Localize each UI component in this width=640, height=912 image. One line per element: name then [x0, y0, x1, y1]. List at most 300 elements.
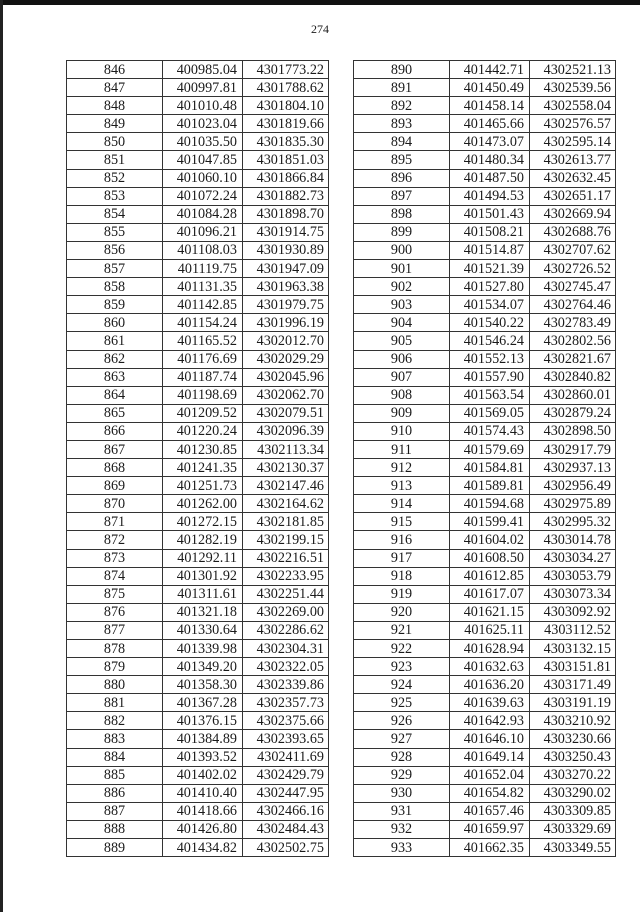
point-number-cell: 875 [67, 585, 163, 603]
x-coordinate-cell: 401154.24 [163, 314, 243, 332]
point-number-cell: 896 [354, 169, 450, 187]
y-coordinate-cell: 4303073.34 [530, 585, 616, 603]
y-coordinate-cell: 4301947.09 [243, 260, 329, 278]
table-row [67, 79, 329, 97]
table-row [354, 386, 616, 404]
point-number-cell: 899 [354, 223, 450, 241]
y-coordinate-cell: 4301835.30 [243, 133, 329, 151]
x-coordinate-cell: 401410.40 [163, 784, 243, 802]
x-coordinate-cell: 401426.80 [163, 820, 243, 838]
y-coordinate-cell: 4302764.46 [530, 296, 616, 314]
y-coordinate-cell: 4301914.75 [243, 223, 329, 241]
point-number-cell: 894 [354, 133, 450, 151]
point-number-cell: 916 [354, 531, 450, 549]
table-row [354, 97, 616, 115]
point-number-cell: 912 [354, 459, 450, 477]
table-row [67, 241, 329, 259]
point-number-cell: 901 [354, 260, 450, 278]
x-coordinate-cell: 401494.53 [450, 187, 530, 205]
page-left-edge [0, 0, 3, 912]
y-coordinate-cell: 4302821.67 [530, 350, 616, 368]
point-number-cell: 860 [67, 314, 163, 332]
point-number-cell: 858 [67, 278, 163, 296]
point-number-cell: 885 [67, 766, 163, 784]
table-row [354, 115, 616, 133]
point-number-cell: 902 [354, 278, 450, 296]
x-coordinate-cell: 401198.69 [163, 386, 243, 404]
coordinate-table-right [353, 60, 616, 857]
coordinate-table-right-body [354, 61, 616, 857]
y-coordinate-cell: 4302783.49 [530, 314, 616, 332]
point-number-cell: 881 [67, 694, 163, 712]
x-coordinate-cell: 401659.97 [450, 820, 530, 838]
table-row [67, 151, 329, 169]
x-coordinate-cell: 401209.52 [163, 404, 243, 422]
point-number-cell: 922 [354, 640, 450, 658]
point-number-cell: 866 [67, 422, 163, 440]
x-coordinate-cell: 401450.49 [450, 79, 530, 97]
y-coordinate-cell: 4301979.75 [243, 296, 329, 314]
point-number-cell: 862 [67, 350, 163, 368]
point-number-cell: 927 [354, 730, 450, 748]
point-number-cell: 852 [67, 169, 163, 187]
point-number-cell: 897 [354, 187, 450, 205]
y-coordinate-cell: 4302956.49 [530, 477, 616, 495]
y-coordinate-cell: 4302045.96 [243, 368, 329, 386]
table-row [354, 531, 616, 549]
x-coordinate-cell: 401301.92 [163, 567, 243, 585]
x-coordinate-cell: 401628.94 [450, 640, 530, 658]
x-coordinate-cell: 400997.81 [163, 79, 243, 97]
point-number-cell: 924 [354, 676, 450, 694]
y-coordinate-cell: 4302447.95 [243, 784, 329, 802]
table-row [67, 531, 329, 549]
point-number-cell: 871 [67, 513, 163, 531]
x-coordinate-cell: 401220.24 [163, 422, 243, 440]
table-row [67, 748, 329, 766]
point-number-cell: 915 [354, 513, 450, 531]
x-coordinate-cell: 401187.74 [163, 368, 243, 386]
x-coordinate-cell: 401321.18 [163, 603, 243, 621]
y-coordinate-cell: 4302411.69 [243, 748, 329, 766]
point-number-cell: 890 [354, 61, 450, 79]
x-coordinate-cell: 401434.82 [163, 839, 243, 857]
table-row [67, 712, 329, 730]
y-coordinate-cell: 4302062.70 [243, 386, 329, 404]
x-coordinate-cell: 401646.10 [450, 730, 530, 748]
y-coordinate-cell: 4301898.70 [243, 205, 329, 223]
table-row [354, 802, 616, 820]
point-number-cell: 926 [354, 712, 450, 730]
table-row [67, 332, 329, 350]
x-coordinate-cell: 401657.46 [450, 802, 530, 820]
x-coordinate-cell: 401402.02 [163, 766, 243, 784]
y-coordinate-cell: 4302029.29 [243, 350, 329, 368]
y-coordinate-cell: 4302286.62 [243, 621, 329, 639]
point-number-cell: 882 [67, 712, 163, 730]
y-coordinate-cell: 4302375.66 [243, 712, 329, 730]
table-row [354, 296, 616, 314]
point-number-cell: 930 [354, 784, 450, 802]
x-coordinate-cell: 401035.50 [163, 133, 243, 151]
y-coordinate-cell: 4301930.89 [243, 241, 329, 259]
table-row [67, 368, 329, 386]
point-number-cell: 905 [354, 332, 450, 350]
table-row [354, 712, 616, 730]
y-coordinate-cell: 4302251.44 [243, 585, 329, 603]
point-number-cell: 876 [67, 603, 163, 621]
table-row [354, 187, 616, 205]
y-coordinate-cell: 4301882.73 [243, 187, 329, 205]
point-number-cell: 856 [67, 241, 163, 259]
point-number-cell: 931 [354, 802, 450, 820]
table-row [354, 404, 616, 422]
table-row [67, 404, 329, 422]
y-coordinate-cell: 4302726.52 [530, 260, 616, 278]
x-coordinate-cell: 401330.64 [163, 621, 243, 639]
y-coordinate-cell: 4302539.56 [530, 79, 616, 97]
y-coordinate-cell: 4302484.43 [243, 820, 329, 838]
x-coordinate-cell: 401096.21 [163, 223, 243, 241]
table-row [67, 730, 329, 748]
x-coordinate-cell: 401521.39 [450, 260, 530, 278]
table-row [354, 495, 616, 513]
table-row [354, 603, 616, 621]
point-number-cell: 868 [67, 459, 163, 477]
table-row [67, 314, 329, 332]
x-coordinate-cell: 401552.13 [450, 350, 530, 368]
table-row [67, 97, 329, 115]
table-row [67, 169, 329, 187]
y-coordinate-cell: 4302576.57 [530, 115, 616, 133]
table-row [354, 61, 616, 79]
y-coordinate-cell: 4301866.84 [243, 169, 329, 187]
y-coordinate-cell: 4302269.00 [243, 603, 329, 621]
point-number-cell: 903 [354, 296, 450, 314]
y-coordinate-cell: 4302322.05 [243, 658, 329, 676]
table-row [354, 748, 616, 766]
x-coordinate-cell: 401569.05 [450, 404, 530, 422]
table-row [354, 676, 616, 694]
point-number-cell: 928 [354, 748, 450, 766]
y-coordinate-cell: 4301773.22 [243, 61, 329, 79]
point-number-cell: 898 [354, 205, 450, 223]
x-coordinate-cell: 401632.63 [450, 658, 530, 676]
x-coordinate-cell: 401367.28 [163, 694, 243, 712]
x-coordinate-cell: 401574.43 [450, 422, 530, 440]
y-coordinate-cell: 4302199.15 [243, 531, 329, 549]
table-row [354, 205, 616, 223]
table-row [354, 585, 616, 603]
x-coordinate-cell: 401272.15 [163, 513, 243, 531]
y-coordinate-cell: 4303053.79 [530, 567, 616, 585]
y-coordinate-cell: 4303329.69 [530, 820, 616, 838]
table-row [67, 205, 329, 223]
y-coordinate-cell: 4302802.56 [530, 332, 616, 350]
table-row [67, 676, 329, 694]
x-coordinate-cell: 401617.07 [450, 585, 530, 603]
y-coordinate-cell: 4302917.79 [530, 440, 616, 458]
table-row [354, 766, 616, 784]
x-coordinate-cell: 401501.43 [450, 205, 530, 223]
point-number-cell: 879 [67, 658, 163, 676]
x-coordinate-cell: 401636.20 [450, 676, 530, 694]
table-row [354, 223, 616, 241]
point-number-cell: 929 [354, 766, 450, 784]
table-row [354, 549, 616, 567]
table-row [67, 223, 329, 241]
y-coordinate-cell: 4301851.03 [243, 151, 329, 169]
point-number-cell: 920 [354, 603, 450, 621]
table-row [67, 658, 329, 676]
table-row [67, 802, 329, 820]
y-coordinate-cell: 4302079.51 [243, 404, 329, 422]
table-row [354, 694, 616, 712]
y-coordinate-cell: 4302113.34 [243, 440, 329, 458]
point-number-cell: 909 [354, 404, 450, 422]
table-row [67, 839, 329, 857]
y-coordinate-cell: 4303270.22 [530, 766, 616, 784]
table-row [354, 839, 616, 857]
y-coordinate-cell: 4303230.66 [530, 730, 616, 748]
x-coordinate-cell: 401108.03 [163, 241, 243, 259]
table-row [354, 440, 616, 458]
y-coordinate-cell: 4302632.45 [530, 169, 616, 187]
y-coordinate-cell: 4302707.62 [530, 241, 616, 259]
x-coordinate-cell: 401376.15 [163, 712, 243, 730]
x-coordinate-cell: 401649.14 [450, 748, 530, 766]
table-row [354, 79, 616, 97]
point-number-cell: 886 [67, 784, 163, 802]
y-coordinate-cell: 4302466.16 [243, 802, 329, 820]
point-number-cell: 863 [67, 368, 163, 386]
point-number-cell: 925 [354, 694, 450, 712]
y-coordinate-cell: 4302502.75 [243, 839, 329, 857]
table-row [67, 603, 329, 621]
y-coordinate-cell: 4302521.13 [530, 61, 616, 79]
point-number-cell: 877 [67, 621, 163, 639]
y-coordinate-cell: 4303191.19 [530, 694, 616, 712]
x-coordinate-cell: 401604.02 [450, 531, 530, 549]
point-number-cell: 914 [354, 495, 450, 513]
table-row [67, 61, 329, 79]
table-row [67, 386, 329, 404]
x-coordinate-cell: 401047.85 [163, 151, 243, 169]
table-row [67, 459, 329, 477]
table-row [354, 314, 616, 332]
y-coordinate-cell: 4302558.04 [530, 97, 616, 115]
y-coordinate-cell: 4302130.37 [243, 459, 329, 477]
x-coordinate-cell: 401621.15 [450, 603, 530, 621]
point-number-cell: 873 [67, 549, 163, 567]
x-coordinate-cell: 401131.35 [163, 278, 243, 296]
point-number-cell: 892 [354, 97, 450, 115]
table-row [67, 640, 329, 658]
y-coordinate-cell: 4302429.79 [243, 766, 329, 784]
x-coordinate-cell: 401311.61 [163, 585, 243, 603]
point-number-cell: 918 [354, 567, 450, 585]
point-number-cell: 921 [354, 621, 450, 639]
y-coordinate-cell: 4302937.13 [530, 459, 616, 477]
y-coordinate-cell: 4302181.85 [243, 513, 329, 531]
x-coordinate-cell: 401480.34 [450, 151, 530, 169]
point-number-cell: 911 [354, 440, 450, 458]
page-top-border [0, 0, 640, 5]
point-number-cell: 889 [67, 839, 163, 857]
x-coordinate-cell: 401339.98 [163, 640, 243, 658]
table-row [67, 766, 329, 784]
point-number-cell: 848 [67, 97, 163, 115]
x-coordinate-cell: 401393.52 [163, 748, 243, 766]
table-row [354, 368, 616, 386]
x-coordinate-cell: 401292.11 [163, 549, 243, 567]
point-number-cell: 895 [354, 151, 450, 169]
point-number-cell: 850 [67, 133, 163, 151]
x-coordinate-cell: 401458.14 [450, 97, 530, 115]
x-coordinate-cell: 401119.75 [163, 260, 243, 278]
point-number-cell: 893 [354, 115, 450, 133]
y-coordinate-cell: 4302898.50 [530, 422, 616, 440]
point-number-cell: 851 [67, 151, 163, 169]
point-number-cell: 932 [354, 820, 450, 838]
table-row [354, 422, 616, 440]
y-coordinate-cell: 4303132.15 [530, 640, 616, 658]
y-coordinate-cell: 4303250.43 [530, 748, 616, 766]
x-coordinate-cell: 401072.24 [163, 187, 243, 205]
table-row [67, 296, 329, 314]
point-number-cell: 853 [67, 187, 163, 205]
table-row [67, 513, 329, 531]
x-coordinate-cell: 401262.00 [163, 495, 243, 513]
point-number-cell: 867 [67, 440, 163, 458]
y-coordinate-cell: 4302840.82 [530, 368, 616, 386]
y-coordinate-cell: 4302012.70 [243, 332, 329, 350]
y-coordinate-cell: 4302860.01 [530, 386, 616, 404]
x-coordinate-cell: 401230.85 [163, 440, 243, 458]
y-coordinate-cell: 4302339.86 [243, 676, 329, 694]
point-number-cell: 847 [67, 79, 163, 97]
point-number-cell: 887 [67, 802, 163, 820]
point-number-cell: 884 [67, 748, 163, 766]
y-coordinate-cell: 4301996.19 [243, 314, 329, 332]
y-coordinate-cell: 4302216.51 [243, 549, 329, 567]
x-coordinate-cell: 401652.04 [450, 766, 530, 784]
y-coordinate-cell: 4302393.65 [243, 730, 329, 748]
page-number: 274 [311, 22, 329, 36]
y-coordinate-cell: 4302595.14 [530, 133, 616, 151]
coordinate-table-left [66, 60, 329, 857]
table-row [67, 115, 329, 133]
table-row [354, 241, 616, 259]
table-row [67, 278, 329, 296]
x-coordinate-cell: 401514.87 [450, 241, 530, 259]
point-number-cell: 859 [67, 296, 163, 314]
x-coordinate-cell: 401599.41 [450, 513, 530, 531]
table-row [67, 820, 329, 838]
table-row [354, 133, 616, 151]
table-row [67, 585, 329, 603]
x-coordinate-cell: 401241.35 [163, 459, 243, 477]
x-coordinate-cell: 401557.90 [450, 368, 530, 386]
y-coordinate-cell: 4302357.73 [243, 694, 329, 712]
x-coordinate-cell: 401487.50 [450, 169, 530, 187]
table-row [67, 133, 329, 151]
table-row [67, 549, 329, 567]
x-coordinate-cell: 401142.85 [163, 296, 243, 314]
x-coordinate-cell: 401527.80 [450, 278, 530, 296]
point-number-cell: 869 [67, 477, 163, 495]
x-coordinate-cell: 401639.63 [450, 694, 530, 712]
y-coordinate-cell: 4302879.24 [530, 404, 616, 422]
table-row [354, 169, 616, 187]
x-coordinate-cell: 401508.21 [450, 223, 530, 241]
point-number-cell: 874 [67, 567, 163, 585]
y-coordinate-cell: 4302096.39 [243, 422, 329, 440]
point-number-cell: 910 [354, 422, 450, 440]
point-number-cell: 855 [67, 223, 163, 241]
point-number-cell: 917 [354, 549, 450, 567]
point-number-cell: 878 [67, 640, 163, 658]
point-number-cell: 919 [354, 585, 450, 603]
x-coordinate-cell: 401349.20 [163, 658, 243, 676]
table-row [354, 151, 616, 169]
table-row [354, 332, 616, 350]
x-coordinate-cell: 401612.85 [450, 567, 530, 585]
point-number-cell: 908 [354, 386, 450, 404]
x-coordinate-cell: 401176.69 [163, 350, 243, 368]
table-row [354, 658, 616, 676]
y-coordinate-cell: 4302613.77 [530, 151, 616, 169]
y-coordinate-cell: 4303112.52 [530, 621, 616, 639]
table-row [354, 260, 616, 278]
table-row [67, 694, 329, 712]
y-coordinate-cell: 4302975.89 [530, 495, 616, 513]
y-coordinate-cell: 4303151.81 [530, 658, 616, 676]
table-row [67, 784, 329, 802]
x-coordinate-cell: 401584.81 [450, 459, 530, 477]
coordinate-table-left-body [67, 61, 329, 857]
x-coordinate-cell: 401662.35 [450, 839, 530, 857]
point-number-cell: 880 [67, 676, 163, 694]
y-coordinate-cell: 4302147.46 [243, 477, 329, 495]
table-row [67, 567, 329, 585]
table-row [354, 350, 616, 368]
point-number-cell: 854 [67, 205, 163, 223]
point-number-cell: 891 [354, 79, 450, 97]
x-coordinate-cell: 401540.22 [450, 314, 530, 332]
x-coordinate-cell: 401608.50 [450, 549, 530, 567]
point-number-cell: 888 [67, 820, 163, 838]
table-row [354, 459, 616, 477]
y-coordinate-cell: 4301788.62 [243, 79, 329, 97]
table-row [67, 187, 329, 205]
x-coordinate-cell: 401084.28 [163, 205, 243, 223]
y-coordinate-cell: 4301804.10 [243, 97, 329, 115]
table-row [67, 422, 329, 440]
table-row [67, 621, 329, 639]
x-coordinate-cell: 401654.82 [450, 784, 530, 802]
point-number-cell: 857 [67, 260, 163, 278]
table-row [67, 477, 329, 495]
table-row [67, 440, 329, 458]
table-row [354, 278, 616, 296]
table-row [354, 477, 616, 495]
point-number-cell: 906 [354, 350, 450, 368]
y-coordinate-cell: 4302651.17 [530, 187, 616, 205]
table-row [67, 260, 329, 278]
x-coordinate-cell: 401589.81 [450, 477, 530, 495]
y-coordinate-cell: 4303034.27 [530, 549, 616, 567]
